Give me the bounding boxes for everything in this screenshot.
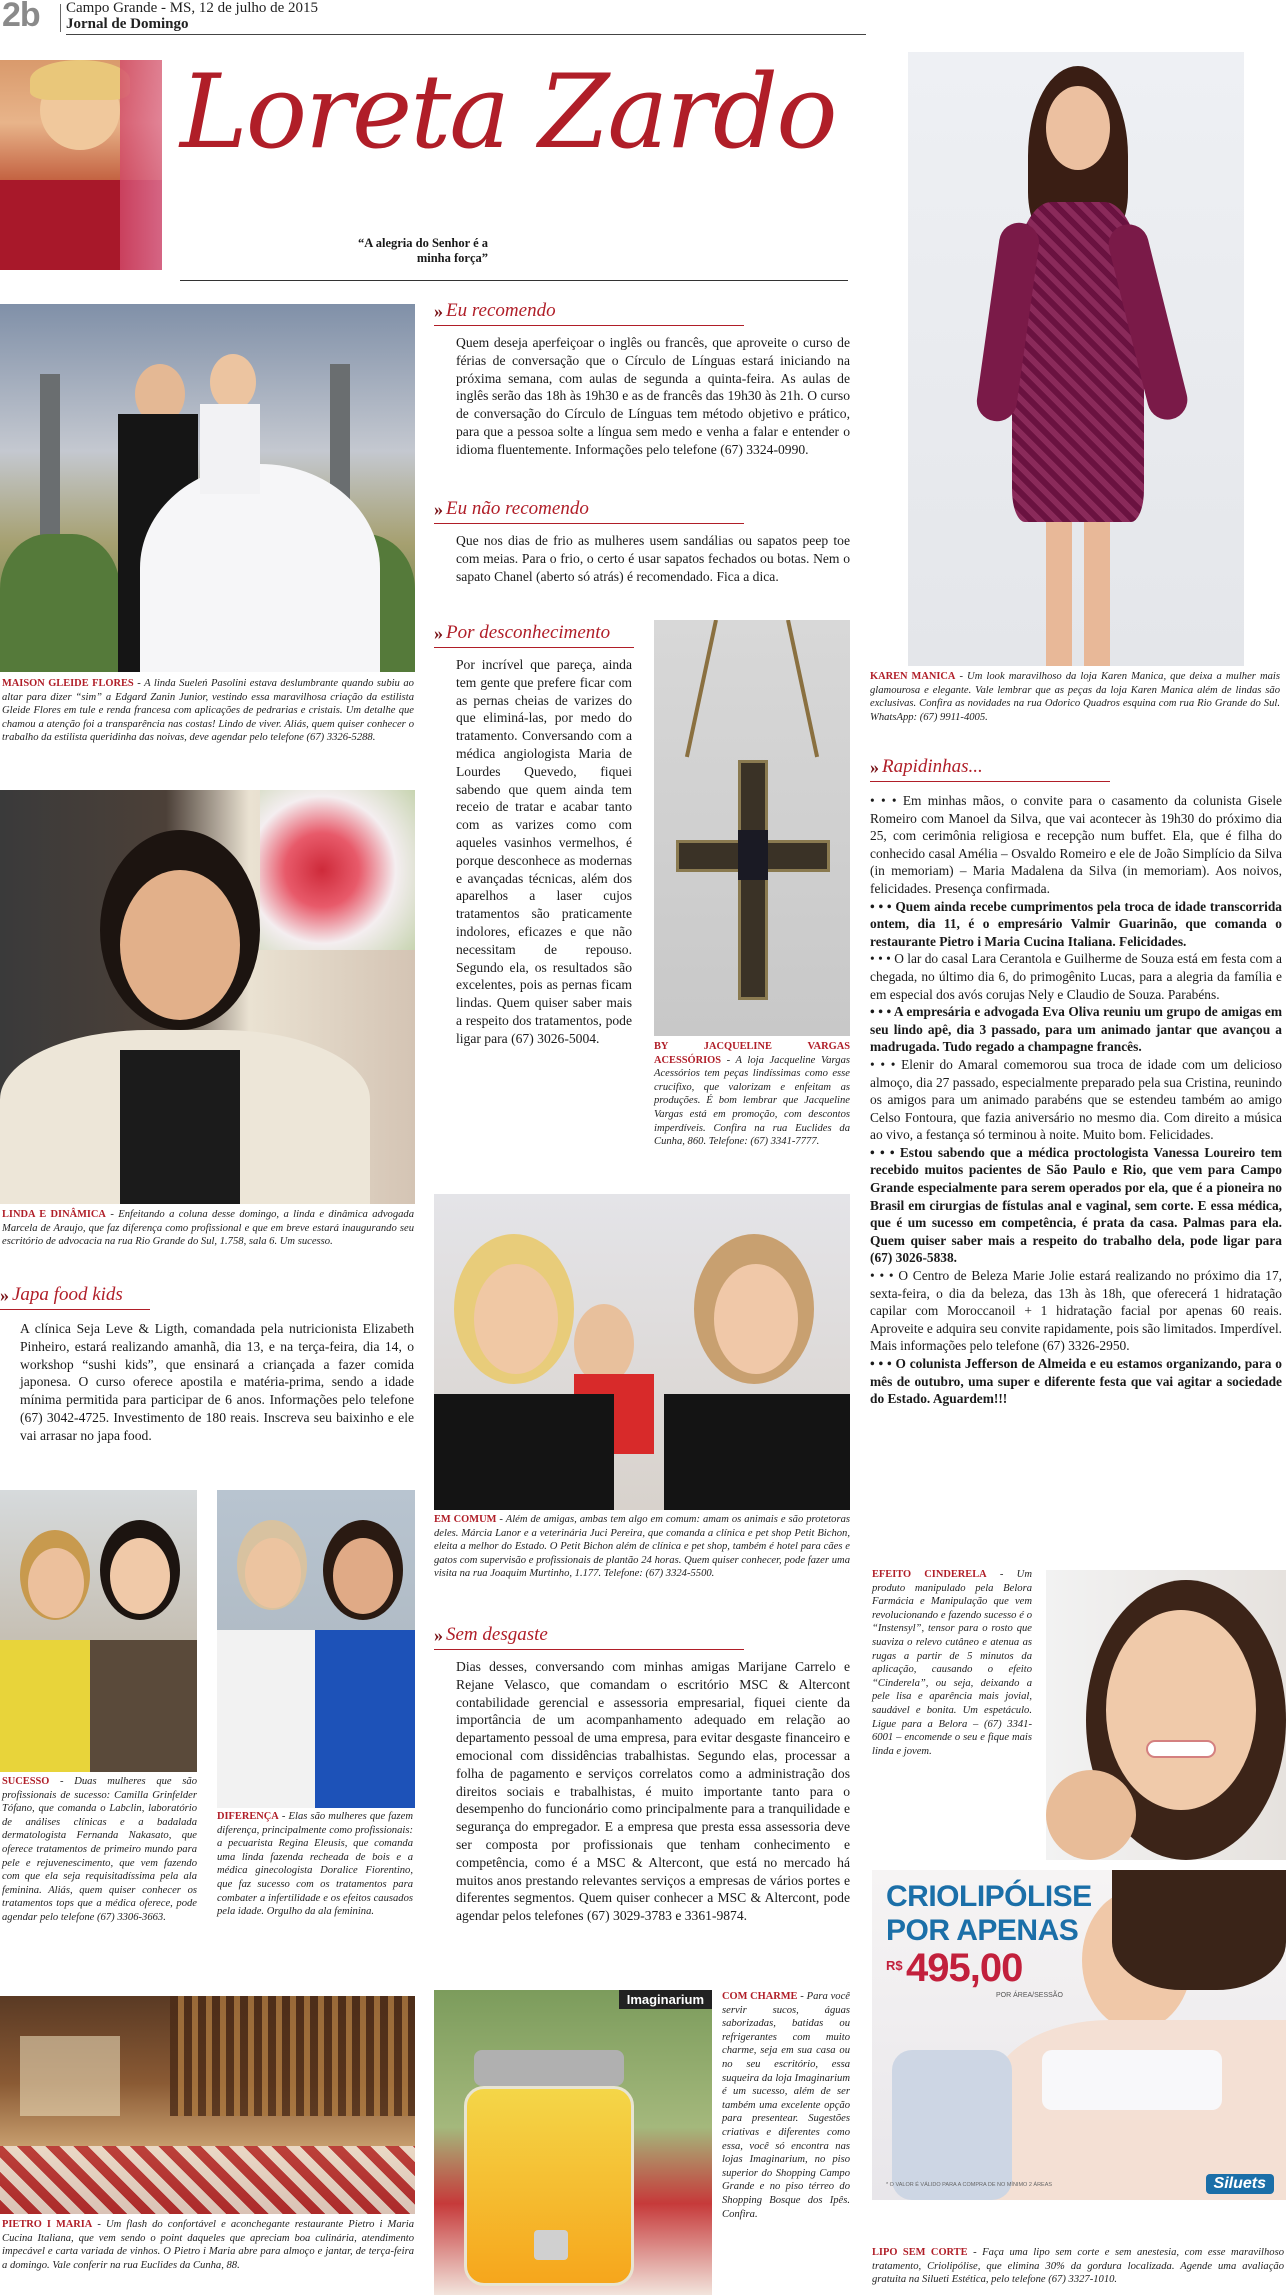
em-comum-photo: [434, 1194, 850, 1510]
ad-fineprint: * O VALOR É VÁLIDO PARA A COMPRA DE NO MÍNIMO 2 ÁREAS: [886, 2182, 1053, 2188]
paper-name: Jornal de Domingo: [66, 16, 189, 32]
section-head-eu-recomendo: » Eu recomendo: [434, 300, 556, 321]
ad-price-note: POR ÁREA/SESSÃO: [996, 1992, 1063, 1999]
masthead-rule: [66, 34, 866, 35]
restaurant-photo: [0, 1996, 415, 2214]
wedding-photo: [0, 304, 415, 672]
masthead: [0, 0, 1286, 36]
criolipolise-ad: [872, 1870, 1286, 2200]
caption-label: LINDA E DINÂMICA: [2, 1209, 106, 1220]
japa-body: A clínica Seja Leve & Ligth, comandada pela nutricionista Elizabeth Pinheiro, estará realizando amanhã, dia 13, e na terça-feira, dia 14, o workshop “sushi kids”, que ensinará a criançada a fazer comida japonesa. O curso oferece apostila e matéria-prima, sendo a idade mínima permitida para participar de 6 anos. Informações pelo telefone (67) 3042-4725. Investimento de 180 reais. Inscreva seu baixinho e ele vai arrasar no japa food.: [20, 1321, 414, 1443]
caption-sucesso: SUCESSO - Duas mulheres que são profissionais de sucesso: Camilla Grinfelder Tófano, que comanda o Labclin, laboratório de análises clínicas e a badalada dermatologista Fernanda Nakasato, que oferece tratamentos de primeiro mundo para pele e rejuvenescimento, que vem fazendo com que ela seja requisitadíssima pela ala feminina. Aliás, quem quiser conhecer os tratamentos tops que a médica oferece, pode agendar pelo telefone (67) 3306-3663.: [2, 1776, 197, 1923]
rapidinhas-body: [870, 792, 1282, 1408]
section-rule: [434, 325, 744, 326]
section-head-japa: » Japa food kids: [0, 1284, 123, 1305]
chevron-right-icon: »: [434, 622, 440, 643]
caption-com-charme: COM CHARME - Para você servir sucos, águas saborizadas, batidas ou refrigerantes com muito charme, seja em sua casa ou no seu escritório, essa suqueira da loja Imaginarium é um sucesso, além de ser também uma excelente opção para presentear. Sugestões criativas e diferentes como essa, você só encontra nas lojas Imaginarium, no piso superior do Shopping Campo Grande e no piso térreo do Shopping Bosque dos Ipês. Confira.: [722, 1991, 850, 2220]
rapidinhas-item: • • • Quem ainda recebe cumprimentos pela troca de idade transcorrida ontem, dia 11, é o empresário Valmir Guarinão, que comanda o restaurante Pietro i Maria Cucina Italiana. Felicidades.: [870, 898, 1282, 949]
caption-pietro: PIETRO I MARIA - Um flash do confortável e aconchegante restaurante Pietro i Maria Cucina Italiana, que vem sendo o point daqueles que apreciam boa culinária, atendimento impecável e carta variada de vinhos. O Pietro i Maria abre para almoço e jantar, de terça-feira a domingo. Vale conferir na rua Euclides da Cunha, 88.: [2, 2219, 414, 2271]
imaginarium-tag: Imaginarium: [619, 1990, 712, 2009]
caption-label: EFEITO CINDERELA: [872, 1569, 987, 1580]
ad-line1: CRIOLIPÓLISE: [886, 1880, 1092, 1913]
caption-em-comum: EM COMUM - Além de amigas, ambas tem algo em comum: amam os animais e são protetoras deles. Márcia Lanor e a veterinária Juci Pereira, que comanda a clínica e pet shop Petit Bichon, eleita a melhor do Estado. O Petit Bichon além de clínica e pet shop, também é hotel para cães e gatos com supervisão e profissionais de plantão 24 horas. Quem quiser conhecer, pode fazer uma visita na rua Joaquim Murtinho, 1.177. Telefone: (67) 3324-5500.: [434, 1514, 850, 1580]
section-head-rapidinhas: » Rapidinhas...: [870, 756, 983, 777]
ad-price: 495,00: [906, 1946, 1023, 1990]
chevron-right-icon: »: [0, 1284, 6, 1305]
caption-label: DIFERENÇA: [217, 1811, 279, 1822]
dispenser-photo: [434, 1990, 712, 2295]
section-rule: [434, 647, 634, 648]
dateline: Campo Grande - MS, 12 de julho de 2015: [66, 0, 319, 16]
caption-label: LIPO SEM CORTE: [872, 2247, 968, 2258]
caption-label: BY JACQUELINE VARGAS ACESSÓRIOS: [654, 1041, 850, 1066]
rapidinhas-item: • • • O colunista Jefferson de Almeida e eu estamos organizando, para o mês de outubro, uma super e diferente festa que vai agitar a sociedade do Estado. Aguardem!!!: [870, 1356, 1282, 1407]
chevron-right-icon: »: [434, 498, 440, 519]
columnist-portrait: [0, 60, 162, 270]
por-desconhecimento-body: Por incrível que pareça, ainda tem gente que prefere ficar com as pernas cheias de varizes do que eliminá-las, por medo do tratamento. Conversando com a médica angiologista Maria de Lourdes Quevedo, fiquei sabendo que quem ainda tem receio de tratar e acabar tanto com as varizes como com aqueles vasinhos vermelhos, é porque desconhece as modernas e avançadas técnicas, além dos aparelhos a laser cujos tratamentos são praticamente indolores, eficazes e que não necessitam de repouso. Segundo ela, os resultados são excelentes, pois as pernas ficam lindas. Quem quiser saber mais a respeito dos tratamentos, pode ligar para (67) 3026-5004.: [456, 657, 632, 1046]
chevron-right-icon: »: [434, 1624, 440, 1645]
ad-currency: R$: [886, 1958, 903, 1973]
face-cream-photo: [1046, 1570, 1286, 1860]
rapidinhas-item: • • • O Centro de Beleza Marie Jolie estará realizando no próximo dia 17, sexta-feira, o dia da beleza, das 13h às 18h, que oferecerá 1 hidratação capilar com Moroccanoil + 1 hidratação facial por apenas 60 reais. Aproveite e adquira seu convite rapidamente, pois são limitados. Imperdível. Mais informações pelo telefone (67) 3326-2950.: [870, 1268, 1283, 1354]
motto: “A alegria do Senhor é a minha força”: [358, 236, 488, 265]
eu-nao-recomendo-body: Que nos dias de frio as mulheres usem sandálias ou sapatos peep toe com meias. Para o frio, o certo é usar sapatos fechados ou botas. Nem o sapato Chanel (aberto só atrás) é recomendado. Fica a dica.: [456, 533, 850, 584]
caption-label: SUCESSO: [2, 1776, 50, 1787]
caption-diferenca: DIFERENÇA - Elas são mulheres que fazem diferença, principalmente como profissionais: a pecuarista Regina Eleusis, que comanda uma linda fazenda recheada de bois e a médica ginecologista Doralice Fiorentino, que faz sucesso com os tratamentos para combater a infertilidade e os efeitos causados pela idade. Orgulho da ala feminina.: [217, 1811, 413, 1918]
eu-recomendo-body: Quem deseja aperfeiçoar o inglês ou francês, que aproveite o curso de férias de conversação que o Círculo de Línguas estará iniciando na próxima semana, com aulas de segunda a quinta-feira. As aulas de inglês serão das 18h às 19h30 e as de francês das 19h30 às 21h. O curso de conversação do Círculo de Línguas tem método objetivo e prático, para que a pessoa solte a língua sem medo e venha a falar e entender o idioma fluentemente. Informações pelo telefone (67) 3324-0990.: [456, 335, 850, 457]
caption-label: PIETRO I MARIA: [2, 2219, 93, 2230]
caption-lipo: LIPO SEM CORTE - Faça uma lipo sem corte e sem anestesia, com esse maravilhoso tratamento, Criolipólise, que elimina 30% da gordura localizada. Agende uma avaliação gratuita na Silueti Estética, pelo telefone (67) 3327-1010.: [872, 2247, 1285, 2286]
section-head-eu-nao-recomendo: » Eu não recomendo: [434, 498, 589, 519]
rapidinhas-item: • • • Em minhas mãos, o convite para o casamento da colunista Gisele Romeiro com Manoel da Silva, que vai acontecer às 19h30 do próximo dia 25, com cerimônia religiosa e recepção num buffet. Ela, que é filha do conhecido casal Amélia – Osvaldo Romeiro e ele de João Simplício da Silva (in memoriam) – Maria Madalena da Silva (in memoriam). Aos noivos, felicidades. Presença confirmada.: [870, 793, 1282, 896]
section-rule: [0, 1309, 150, 1310]
lawyer-photo: [0, 790, 415, 1204]
column-title: Loreta Zardo: [180, 53, 836, 172]
crucifix-photo: [654, 620, 850, 1036]
page-number: 2b: [2, 0, 40, 34]
title-rule: [180, 280, 848, 281]
caption-maison: MAISON GLEIDE FLORES - A linda Sueleń Pasolini estava deslumbrante quando subiu ao altar para dizer “sim” a Edgard Zanin Junior, vestindo essa maravilhosa criação da estilista Gleide Flores em tule e renda francesa com aplicações de pedrarias e cristais. Um detalhe que chamou a atenção foi a transparência nas costas! Lindo de viver. Aliás, quem quiser conhecer o trabalho da estilista queridinha das noivas, deve agendar pelo telefone (67) 3326-5288.: [2, 678, 414, 744]
rapidinhas-item: • • • A empresária e advogada Eva Oliva reuniu um grupo de amigas em seu lindo apê, dia 3 passado, para um animado jantar que avançou a madrugada. Tudo regado a champagne francês.: [870, 1004, 1282, 1055]
section-rule: [870, 781, 1110, 782]
caption-label: KAREN MANICA: [870, 671, 956, 682]
caption-linda: LINDA E DINÂMICA - Enfeitando a coluna desse domingo, a linda e dinâmica advogada Marcela de Araujo, que faz diferença como profissional e que em breve estará inaugurando seu escritório de advocacia na rua Rio Grande do Sul, 1.758, sala 6. Um sucesso.: [2, 1209, 415, 1248]
chevron-right-icon: »: [434, 300, 440, 321]
caption-karen: KAREN MANICA - Um look maravilhoso da loja Karen Manica, que deixa a mulher mais glamourosa e elegante. Vale lembrar que as peças da loja Karen Manica além de lindas são exclusivas. Confira as novidades na rua Odorico Quadros esquina com rua Rio Grande do Sul. WhatsApp: (67) 9911-4005.: [870, 671, 1280, 723]
caption-label: EM COMUM: [434, 1514, 497, 1525]
chevron-right-icon: »: [870, 756, 876, 777]
model-dress-photo: [908, 52, 1244, 666]
diferenca-photo: [217, 1490, 415, 1808]
caption-label: COM CHARME: [722, 1991, 798, 2002]
sem-desgaste-body: Dias desses, conversando com minhas amigas Marijane Carrelo e Rejane Velasco, que comandam o escritório MSC & Altercont contabilidade gerencial e assessoria empresarial, fiquei ciente da importância de um acompanhamento adequado em relação ao departamento pessoal de uma empresa, para evitar desgaste financeiro e emocional com dissidências trabalhistas. Segundo elas, processar a folha de pagamento e serviços correlatos como a administração dos direitos sociais e trabalhistas, é muito importante tanto para o desempenho do funcionário como principalmente para a tranquilidade e segurança do empregador. E a empresa que presta essa assessoria deve ser composta por profissionais que tenham conhecimento e competência, como é a MSC & Altercont, que está no mercado há muitos anos prestando relevantes serviços a empresas de vários portes e diferentes segmentos. Quem quiser conhecer a MSC & Altercont, pode agendar pelos telefones (67) 3029-3783 e 3361-9874.: [456, 1659, 850, 1924]
caption-efeito: EFEITO CINDERELA - Um produto manipulado pela Belora Farmácia e Manipulação que vem revolucionando e fazendo sucesso é o “Instensyl”, tensor para o rosto que suaviza o relevo cutâneo e atenua as rugas a partir de 5 minutos da aplicação, causando o efeito “Cinderela”, ou seja, deixando a pele lisa e aparência mais jovial, saudável e bonita. Um espetáculo. Ligue para a Belora – (67) 3341-6001 – encomende o seu e fique mais linda e jovem.: [872, 1569, 1032, 1757]
masthead-divider: [60, 4, 61, 32]
rapidinhas-item: • • • Elenir do Amaral comemorou sua troca de idade com um delicioso almoço, dia 27 passado, especialmente preparado pela sua Cristina, reunindo os amigos para um animado parabéns que se estendeu também ao amigo Celso Fontoura, que fazia aniversário no mesmo dia. Com direito a música ao vivo, a festança só terminou à noite. Muito bom. Felicidades.: [870, 1056, 1282, 1143]
ad-line2: POR APENAS: [886, 1914, 1079, 1947]
section-rule: [434, 523, 744, 524]
caption-jacqueline: BY JACQUELINE VARGAS ACESSÓRIOS - A loja Jacqueline Vargas Acessórios tem peças lindíssimas como esse crucifixo, que valorizam e enfeitam as produções. É bom lembrar que Jacqueline Vargas está em promoção, com descontos imperdíveis. Confira na rua Euclides da Cunha, 860. Telefone: (67) 3341-7777.: [654, 1041, 850, 1148]
section-rule: [434, 1649, 744, 1650]
section-head-por-desconhecimento: » Por desconhecimento: [434, 622, 611, 643]
caption-label: MAISON GLEIDE FLORES: [2, 678, 134, 689]
ad-brand-logo: Siluets: [1206, 2174, 1274, 2194]
rapidinhas-item: • • • Estou sabendo que a médica proctologista Vanessa Loureiro tem recebido muitos pacientes de São Paulo e Rio, que vem para Campo Grande especialmente para serem operados por ela, que é a pioneira no Brasil em cirurgias de fístulas anal e vaginal, sem corte. E essa médica, que é um sucesso em competência, é prata da casa. Palmas para ela. Quem quiser saber mais a respeito do trabalho dela, pode ligar para (67) 3026-5838.: [870, 1144, 1282, 1266]
sucesso-photo: [0, 1490, 197, 1772]
section-head-sem-desgaste: » Sem desgaste: [434, 1624, 548, 1645]
rapidinhas-item: • • • O lar do casal Lara Cerantola e Guilherme de Souza está em festa com a chegada, no último dia 6, do primogênito Lucas, para a alegria da família e em especial dos avós corujas Nely e Claudio de Souza. Parabéns.: [870, 951, 1282, 1002]
